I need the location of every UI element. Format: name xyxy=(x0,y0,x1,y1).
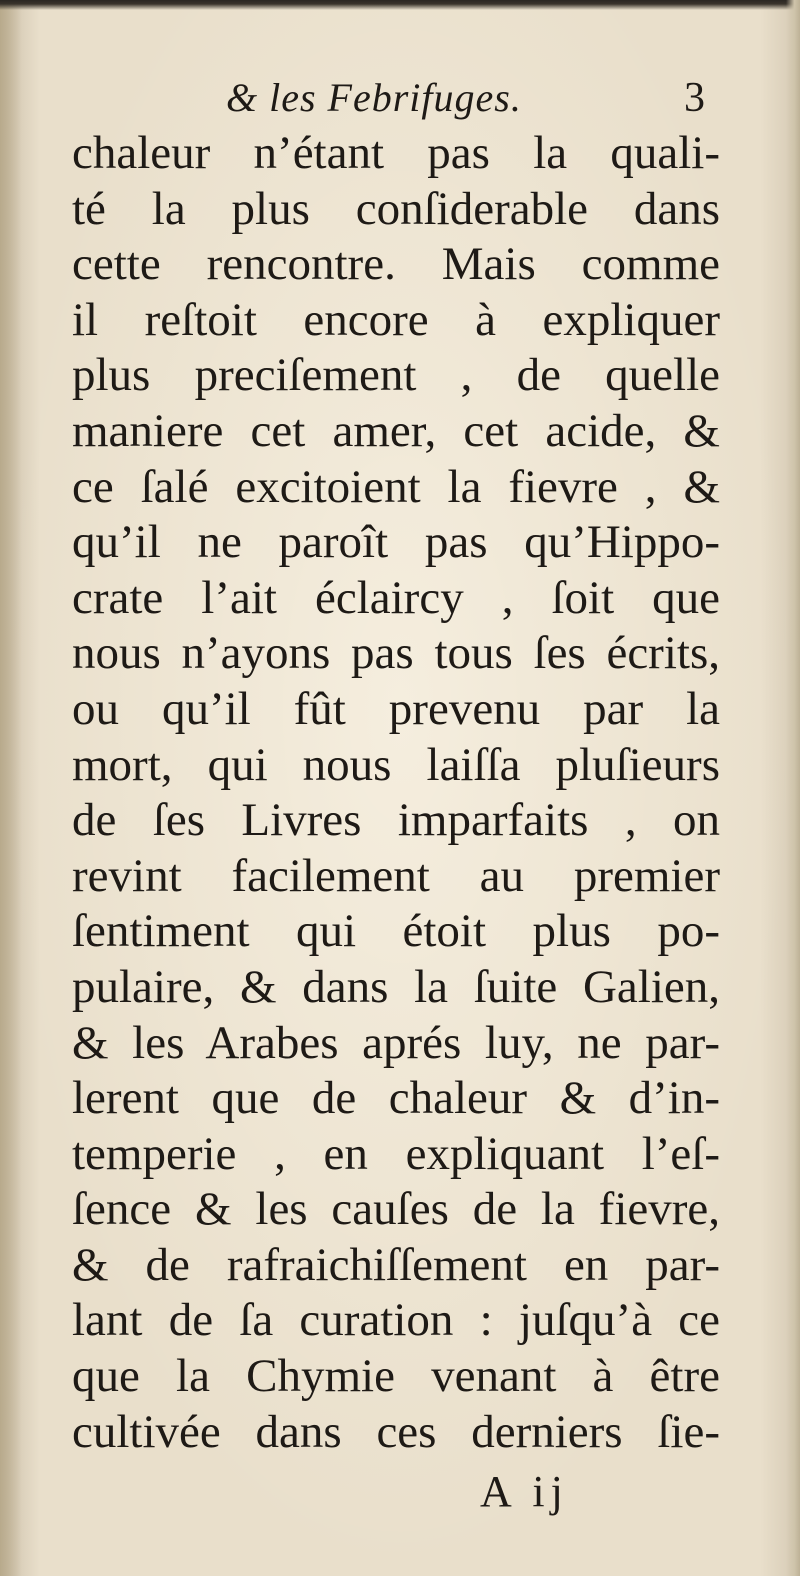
text-line: chaleur n’étant pas la quali- xyxy=(72,127,720,179)
text-line: ou qu’il fût prevenu par la xyxy=(72,682,720,735)
text-line: cette rencontre. Mais comme xyxy=(72,238,720,291)
text-line: crate l’ait éclaircy , ſoit que xyxy=(72,571,720,624)
page-top-edge xyxy=(0,0,800,10)
text-line: maniere cet amer, cet acide, & xyxy=(72,404,720,457)
text-line: lant de ſa curation : juſqu’à ce xyxy=(72,1294,720,1347)
text-line: lerent que de chaleur & d’in- xyxy=(72,1072,720,1125)
text-line: qu’il ne paroît pas qu’Hippo- xyxy=(72,516,720,569)
text-line: & de rafraichiſſement en par- xyxy=(72,1238,720,1291)
text-line: & les Arabes aprés luy, ne par- xyxy=(72,1016,720,1069)
running-head xyxy=(226,74,716,126)
text-line: il reſtoit encore à expliquer xyxy=(72,293,720,346)
running-title: & les Febrifuges. xyxy=(226,75,522,120)
text-line: pulaire, & dans la ſuite Galien, xyxy=(72,960,720,1013)
text-line: té la plus conſiderable dans xyxy=(72,182,720,235)
page-number: 3 xyxy=(684,75,705,121)
text-line: que la Chymie venant à être xyxy=(72,1350,720,1403)
text-line: nous n’ayons pas tous ſes écrits, xyxy=(72,627,720,680)
text-line: temperie , en expliquant l’eſ- xyxy=(72,1127,720,1180)
page-fore-edge xyxy=(786,0,800,1576)
text-line: revint facilement au premier xyxy=(72,849,720,902)
text-line: cultivée dans ces derniers ſie- xyxy=(72,1405,720,1458)
text-line: plus preciſement , de quelle xyxy=(72,349,720,402)
text-line: mort, qui nous laiſſa pluſieurs xyxy=(72,738,720,791)
text-line: ce ſalé excitoient la fievre , & xyxy=(72,460,720,513)
page-gutter-shadow xyxy=(0,0,22,1576)
text-line: ſence & les cauſes de la fievre, xyxy=(72,1183,720,1236)
text-line: ſentiment qui étoit plus po- xyxy=(72,905,720,958)
body-text xyxy=(72,126,720,1460)
text-line: de ſes Livres imparfaits , on xyxy=(72,794,720,847)
signature-mark: A ij xyxy=(480,1467,569,1516)
